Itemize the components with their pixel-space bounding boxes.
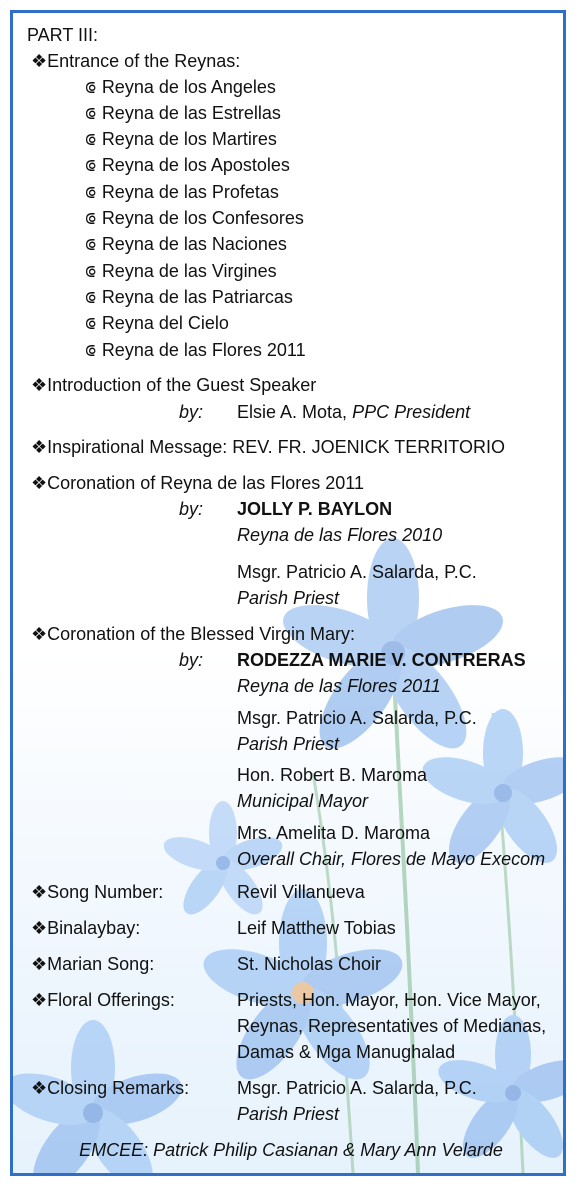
crowner-name: Msgr. Patricio A. Salarda, P.C. (237, 562, 477, 582)
reyna-item: ⟃ Reyna de las Flores 2011 (85, 340, 306, 360)
reyna-item: ⟃ Reyna de las Estrellas (85, 103, 281, 123)
bullet-icon: ❖ (31, 1078, 48, 1098)
reyna-item: ⟃ Reyna de las Naciones (85, 234, 287, 254)
coronation-reyna-heading: ❖Coronation of Reyna de las Flores 2011 (31, 473, 364, 493)
reyna-item: ⟃ Reyna de los Martires (85, 129, 277, 149)
crowner-name: RODEZZA MARIE V. CONTRERAS (237, 650, 526, 670)
reyna-item: ⟃ Reyna de los Apostoles (85, 155, 290, 175)
bullet-icon: ⟃ (85, 129, 96, 149)
bullet-icon: ⟃ (85, 77, 96, 97)
by-label: by: (179, 499, 204, 519)
bullet-icon: ❖ (31, 882, 48, 902)
reyna-item: ⟃ Reyna de las Patriarcas (85, 287, 293, 307)
bullet-icon: ⟃ (85, 313, 96, 333)
reyna-item: ⟃ Reyna de las Profetas (85, 182, 279, 202)
bullet-icon: ⟃ (85, 261, 96, 281)
crowner-name: Hon. Robert B. Maroma (237, 765, 428, 785)
marian-song-value: St. Nicholas Choir (237, 954, 382, 974)
bullet-icon: ⟃ (85, 155, 96, 175)
bullet-icon: ❖ (31, 437, 48, 457)
bullet-icon: ❖ (31, 954, 48, 974)
program-content (13, 13, 566, 1176)
crowner-role: Overall Chair, Flores de Mayo Execom (237, 849, 546, 869)
floral-offerings-label: ❖Floral Offerings: (31, 990, 175, 1010)
marian-song-label: ❖Marian Song: (31, 954, 155, 974)
by-label: by: (179, 402, 204, 422)
closing-speaker-role: Parish Priest (237, 1104, 340, 1124)
entrance-heading: ❖Entrance of the Reynas: (31, 51, 241, 71)
emcee-line: EMCEE: Patrick Philip Casianan & Mary Ann Velarde (79, 1140, 503, 1160)
bullet-icon: ❖ (31, 918, 48, 938)
inspirational-message: ❖Inspirational Message: REV. FR. JOENICK TERRITORIO (31, 437, 505, 457)
intro-speaker: Elsie A. Mota, PPC President (237, 402, 471, 422)
crowner-role: Reyna de las Flores 2011 (237, 676, 441, 696)
bullet-icon: ⟃ (85, 208, 96, 228)
intro-heading: ❖Introduction of the Guest Speaker (31, 375, 317, 395)
binalaybay-value: Leif Matthew Tobias (237, 918, 396, 938)
floral-offerings-value: Damas & Mga Manughalad (237, 1042, 456, 1062)
song-number-value: Revil Villanueva (237, 882, 365, 902)
crowner-role: Parish Priest (237, 734, 340, 754)
bullet-icon: ❖ (31, 473, 48, 493)
reyna-item: ⟃ Reyna de las Virgines (85, 261, 277, 281)
bullet-icon: ❖ (31, 375, 48, 395)
bullet-icon: ⟃ (85, 234, 96, 254)
part-heading: PART III: (27, 25, 99, 45)
coronation-mary-heading: ❖Coronation of the Blessed Virgin Mary: (31, 624, 355, 644)
by-label: by: (179, 650, 204, 670)
crowner-name: Msgr. Patricio A. Salarda, P.C. (237, 708, 477, 728)
song-number-label: ❖Song Number: (31, 882, 164, 902)
bullet-icon: ⟃ (85, 340, 96, 360)
crowner-name: JOLLY P. BAYLON (237, 499, 393, 519)
crowner-name: Mrs. Amelita D. Maroma (237, 823, 431, 843)
bullet-icon: ❖ (31, 51, 48, 71)
bullet-icon: ⟃ (85, 182, 96, 202)
reyna-item: ⟃ Reyna de los Confesores (85, 208, 304, 228)
bullet-icon: ⟃ (85, 287, 96, 307)
bullet-icon: ❖ (31, 990, 48, 1010)
binalaybay-label: ❖Binalaybay: (31, 918, 141, 938)
crowner-role: Municipal Mayor (237, 791, 369, 811)
crowner-role: Parish Priest (237, 588, 340, 608)
reyna-item: ⟃ Reyna del Cielo (85, 313, 229, 333)
closing-speaker: Msgr. Patricio A. Salarda, P.C. (237, 1078, 477, 1098)
reyna-item: ⟃ Reyna de los Angeles (85, 77, 276, 97)
bullet-icon: ⟃ (85, 103, 96, 123)
closing-remarks-label: ❖Closing Remarks: (31, 1078, 190, 1098)
bullet-icon: ❖ (31, 624, 48, 644)
floral-offerings-value: Reynas, Representatives of Medianas, (237, 1016, 547, 1036)
floral-offerings-value: Priests, Hon. Mayor, Hon. Vice Mayor, (237, 990, 541, 1010)
program-frame (10, 10, 566, 1176)
crowner-role: Reyna de las Flores 2010 (237, 525, 443, 545)
